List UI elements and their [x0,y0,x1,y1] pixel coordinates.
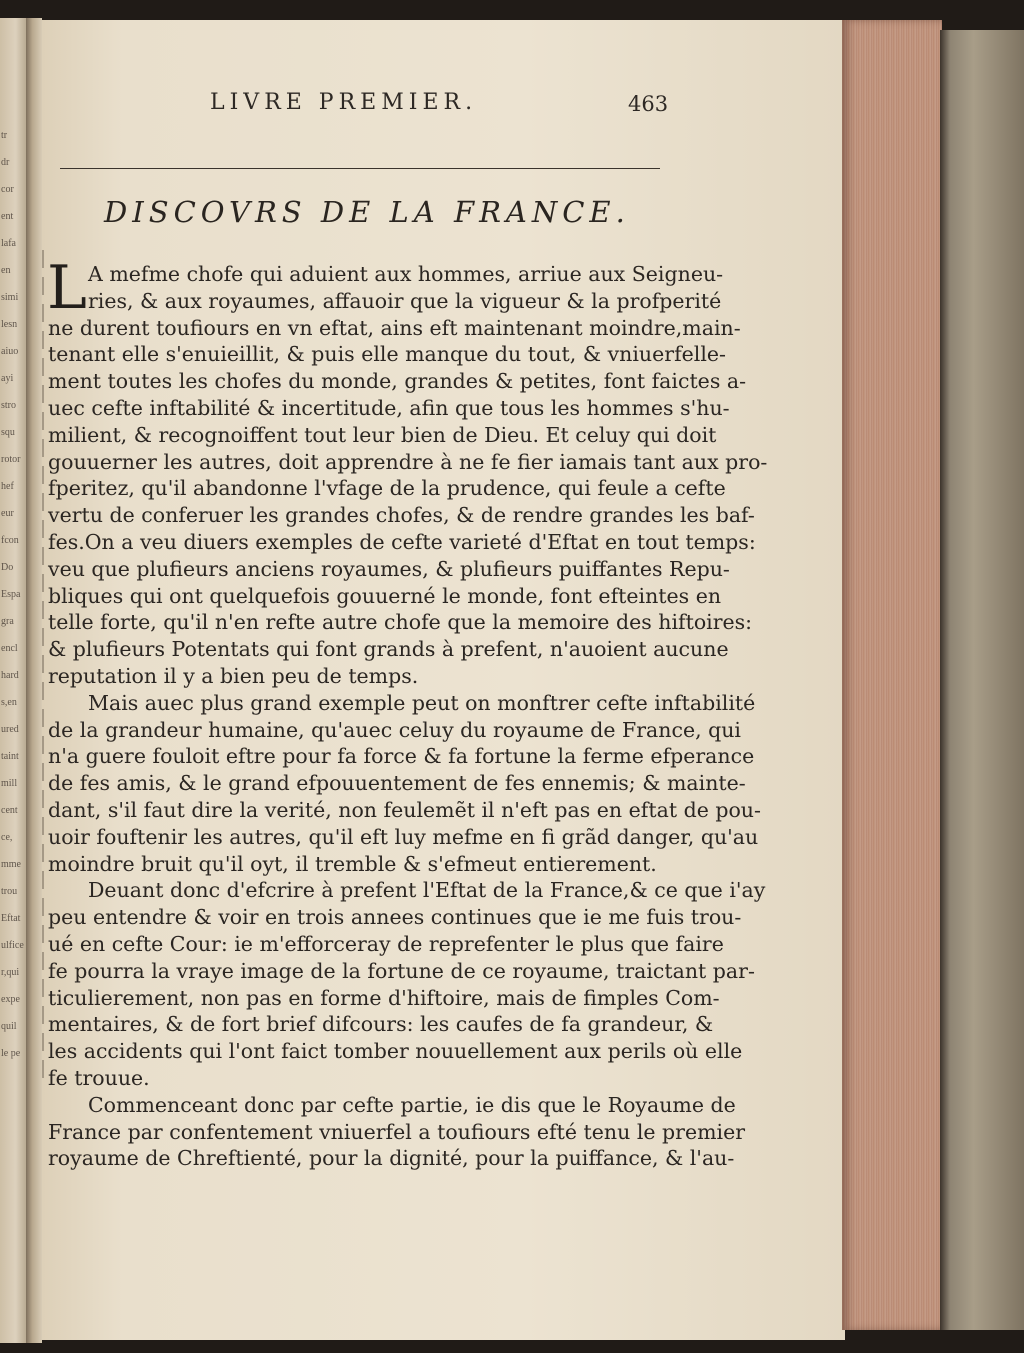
book-gutter [26,18,42,1343]
section-title: DISCOVRS DE LA FRANCE. [104,195,630,229]
left-facing-page [0,18,26,1343]
text-line: milient, & recognoiffent tout leur bien de Dieu. Et celuy qui doit [48,422,717,447]
text-line: A mefme chofe qui aduient aux hommes, arriue aux Seigneu- [88,262,724,286]
left-page-fragment: r,qui [1,967,20,978]
text-line: France par confentement vniuerfel a toufiours efté tenu le premier [48,1119,746,1144]
left-page-fragment: en [1,265,11,276]
text-line: tenant elle s'enuieillit, & puis elle manque du tout, & vniuerfelle- [48,342,726,367]
folio-number: 463 [628,92,669,116]
text-line: royaume de Chreftienté, pour la dignité, pour la puiffance, & l'au- [48,1146,735,1171]
left-page-fragment: Espa [1,589,21,600]
left-page-fragment: ce, [1,832,13,843]
text-line: mentaires, & de fort brief difcours: les caufes de fa grandeur, & [48,1012,714,1037]
margin-ruling [42,250,44,1080]
text-line: fes.On a veu diuers exemples de cefte varieté d'Eftat en tout temps: [48,530,756,554]
left-page-fragment: s,en [1,697,17,708]
left-page-fragment: mme [1,859,21,870]
drop-capital: L [47,253,87,323]
running-head: LIVRE PREMIER. [210,90,478,115]
left-page-fragment: ayi [1,373,14,384]
left-page-fragment: hard [1,670,19,681]
text-line: uec cefte inftabilité & incertitude, afin que tous les hommes s'hu- [48,396,730,420]
left-page-fragment: mill [1,778,18,789]
left-page-fragment: rotor [1,454,21,465]
text-line: Mais auec plus grand exemple peut on monftrer cefte inftabilité [88,690,756,715]
left-page-fragment: le pe [1,1048,21,1059]
left-page-fragment: ured [1,724,19,735]
text-line: moindre bruit qu'il oyt, il tremble & s'efmeut entierement. [48,851,657,876]
left-page-fragment: taint [1,751,19,762]
left-page-fragment: squ [1,427,15,438]
left-page-fragment: quil [1,1021,17,1032]
text-line: vertu de conferuer les grandes chofes, & de rendre grandes les baf- [48,503,755,528]
left-page-fragment: ent [1,211,14,222]
text-line: fe pourra la vraye image de la fortune de ce royaume, traictant par- [48,958,755,983]
header-rule [60,168,660,169]
text-line: & plufieurs Potentats qui font grands à prefent, n'auoient aucune [48,637,729,662]
text-line: gouuerner les autres, doit apprendre à ne fe fier iamais tant aux pro- [48,449,768,474]
left-page-fragment: expe [1,994,20,1005]
text-line: reputation il y a bien peu de temps. [48,664,419,688]
left-page-fragment: simi [1,292,19,303]
text-line: fperitez, qu'il abandonne l'vfage de la prudence, qui feule a cefte [48,476,726,501]
left-page-fragment: stro [1,400,16,411]
left-page-fragment: encl [1,643,18,654]
text-line: n'a guere fouloit eftre pour fa force & fa fortune la ferme efperance [48,744,755,769]
text-line: ticulierement, non pas en forme d'hiftoire, mais de fimples Com- [48,985,720,1010]
left-page-fragment: hef [1,481,14,492]
text-line: peu entendre & voir en trois annees continues que ie me fuis trou- [48,905,742,930]
left-page-fragment: tr [1,130,8,141]
text-line: uoir fouftenir les autres, qu'il eft luy mefme en fi grãd danger, qu'au [48,824,759,849]
left-page-fragment: fcon [1,535,19,546]
text-line: de fes amis, & le grand efpouuentement de fes ennemis; & mainte- [48,771,746,796]
left-page-fragment: cor [1,184,14,195]
left-page-fragment: Eftat [1,913,21,924]
left-page-fragment: trou [1,886,18,897]
left-page-fragment: dr [1,157,10,168]
left-page-fragment: eur [1,508,14,519]
back-cover-board [940,30,1024,1330]
text-line: ries, & aux royaumes, affauoir que la vigueur & la profperité [88,288,722,313]
text-line: telle forte, qu'il n'en refte autre chofe que la memoire des hiftoires: [48,610,753,635]
left-page-fragment: Do [1,562,14,573]
text-line: ne durent toufiours en vn eftat, ains eft maintenant moindre,main- [48,315,741,340]
left-page-fragment: lesn [1,319,18,330]
text-line: ment toutes les chofes du monde, grandes & petites, font faictes a- [48,369,747,394]
text-line: ué en cefte Cour: ie m'efforceray de reprefenter le plus que faire [48,932,724,956]
text-line: bliques qui ont quelquefois gouuerné le monde, font efteintes en [48,583,722,608]
text-line: Commenceant donc par cefte partie, ie dis que le Royaume de [88,1092,736,1117]
text-line: dant, s'il faut dire la verité, non feulemẽt il n'eft pas en eftat de pou- [48,798,761,822]
left-page-fragment: lafa [1,238,16,249]
text-line: Deuant donc d'efcrire à prefent l'Eftat de la France,& ce que i'ay [88,878,766,903]
left-page-fragment: cent [1,805,18,816]
left-page-fragment: ulfice [1,940,24,951]
text-line: fe trouue. [48,1066,150,1090]
page-fore-edge [842,20,942,1330]
left-page-fragment: aiuo [1,346,19,357]
text-line: veu que plufieurs anciens royaumes, & plufieurs puiffantes Repu- [48,556,730,581]
left-page-fragment: gra [1,616,14,627]
text-line: de la grandeur humaine, qu'auec celuy du royaume de France, qui [48,717,741,742]
text-line: les accidents qui l'ont faict tomber nouuellement aux perils où elle [48,1039,743,1064]
